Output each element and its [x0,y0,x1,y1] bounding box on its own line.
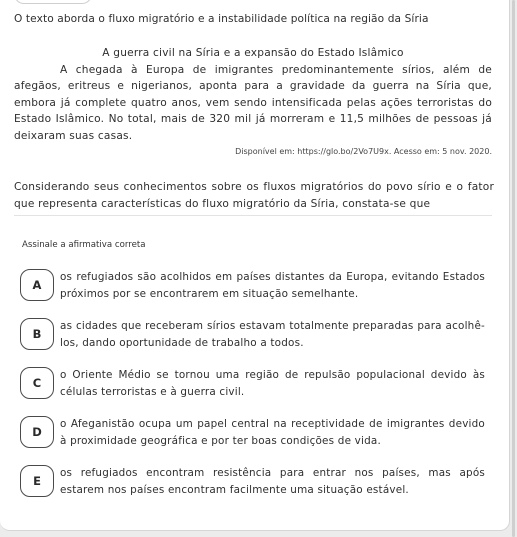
option-d[interactable] [20,416,488,450]
option-letter-badge[interactable]: A [20,269,54,301]
option-letter-badge[interactable]: D [20,416,54,448]
divider [14,215,492,216]
option-b[interactable] [20,318,488,352]
option-text[interactable]: os refugiados encontram resistência para entrar nos países, mas após estarem nos países encontram facilmente uma situação estável. [60,467,485,496]
option-text[interactable]: as cidades que receberam sírios estavam totalmente preparadas para acolhê-los, dando oportunidade de trabalho a todos. [60,320,485,349]
passage-body: A chegada à Europa de imigrantes predominantemente sírios, além de afegãos, eritreus e nigerianos, aponta para a gravidade da guerra na Síria que, embora já complete quatro anos, vem sendo intensificada pelas ações terroristas do Estado Islâmico. No total, mais de 320 mil já morreram e 11,5 milhões de pessoas já deixaram suas casas. [14,63,492,142]
text-passage [14,45,492,144]
option-letter-badge[interactable]: B [20,318,54,350]
option-text[interactable]: o Afeganistão ocupa um papel central na receptividade de imigrantes devido à proximidade geográfica e por ter boas condições de vida. [60,418,485,447]
card-tab-stub [14,0,92,4]
option-letter-badge[interactable]: C [20,367,54,399]
option-text[interactable]: o Oriente Médio se tornou uma região de repulsão populacional devido às células terroristas e à guerra civil. [60,369,485,398]
passage-title: A guerra civil na Síria e a expansão do Estado Islâmico [102,47,404,59]
instruction-label: Assinale a afirmativa correta [22,240,146,250]
option-e[interactable] [20,465,488,499]
option-text[interactable]: os refugiados são acolhidos em países distantes da Europa, evitando Estados próximos por se encontrarem em situação semelhante. [60,271,485,300]
question-prompt: Considerando seus conhecimentos sobre os fluxos migratórios do povo sírio e o fator que representa características do fluxo migratório da Síria, constata-se que [14,181,494,210]
scrollbar[interactable] [512,0,515,537]
question-intro: O texto aborda o fluxo migratório e a instabilidade política na região da Síria [14,13,429,25]
passage-source: Disponível em: https://glo.bo/2Vo7U9x. Acesso em: 5 nov. 2020. [235,147,492,156]
option-c[interactable] [20,367,488,401]
option-a[interactable] [20,269,488,303]
option-letter-badge[interactable]: E [20,465,54,497]
